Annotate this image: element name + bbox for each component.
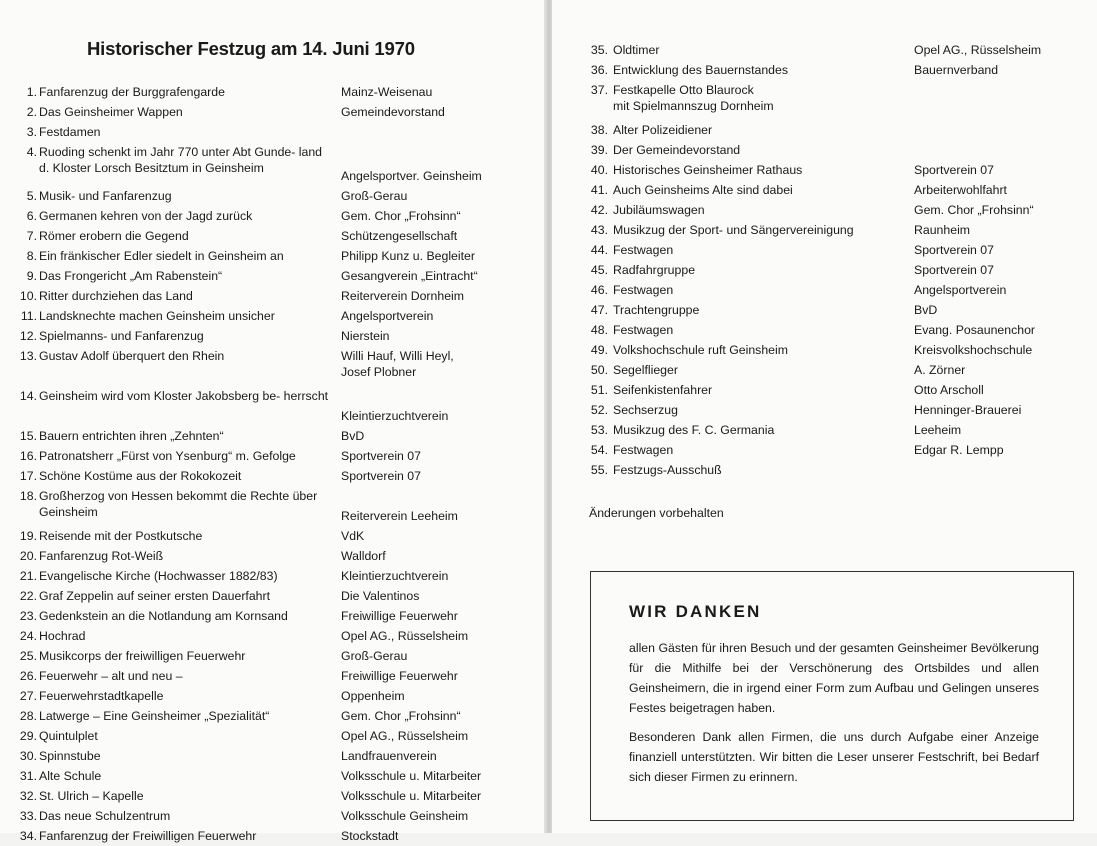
item-group: Reiterverein Leeheim — [341, 509, 458, 523]
item-group: A. Zörner — [914, 363, 966, 377]
item-number: 4. — [26, 145, 37, 159]
item-description: Großherzog von Hessen bekommt die Rechte über Geinsheim — [39, 489, 318, 519]
list-item — [552, 360, 1097, 380]
thanks-paragraph-firms: Besonderen Dank allen Firmen, die uns durch Aufgabe einer Anzeige finanziell unterstützten. Wir bitten die Leser unserer Festschrift, bei Bedarf sich dieser Firmen zu erinnern. — [629, 730, 1039, 784]
list-item — [552, 80, 1097, 120]
item-description: Feuerwehr – alt und neu – — [39, 669, 183, 683]
list-item — [0, 486, 548, 526]
item-number: 53. — [590, 423, 608, 437]
list-item — [552, 240, 1097, 260]
item-description: Geinsheim wird vom Kloster Jakobsberg be- herrscht — [39, 389, 329, 403]
item-number: 23. — [19, 609, 37, 623]
item-description: Römer erobern die Gegend — [39, 229, 189, 243]
item-number: 31. — [19, 769, 37, 783]
list-item — [552, 380, 1097, 400]
item-group: Sportverein 07 — [341, 449, 421, 463]
item-group: Mainz-Weisenau — [341, 85, 433, 99]
item-description: Germanen kehren von der Jagd zurück — [39, 209, 253, 223]
procession-list-left — [0, 82, 548, 846]
item-group: Groß-Gerau — [341, 649, 408, 663]
item-number: 32. — [19, 789, 37, 803]
thanks-paragraph-guests: allen Gästen für ihren Besuch und der gesamten Geinsheimer Bevölkerung für die Mithilfe bei der Verschönerung des Ortsbildes und allen Geinsheimern, die in irgend einer Form zum Aufbau und Gelingen unseres Festes beigetragen haben. — [629, 641, 1039, 715]
list-item — [0, 526, 548, 546]
item-group: Arbeiterwohlfahrt — [914, 183, 1007, 197]
item-number: 19. — [19, 529, 37, 543]
item-group: Nierstein — [341, 329, 390, 343]
item-description: Radfahrgruppe — [613, 263, 696, 277]
item-number: 5. — [26, 189, 37, 203]
item-number: 20. — [19, 549, 37, 563]
list-item — [0, 546, 548, 566]
item-group: BvD — [914, 303, 938, 317]
item-group: Bauernverband — [914, 63, 999, 77]
list-item — [0, 122, 548, 142]
item-number: 35. — [590, 43, 608, 57]
list-item — [0, 186, 548, 206]
item-number: 43. — [590, 223, 608, 237]
item-group: Volksschule u. Mitarbeiter — [341, 769, 482, 783]
item-number: 48. — [590, 323, 608, 337]
item-group: VdK — [341, 529, 365, 543]
list-item — [552, 160, 1097, 180]
item-number: 51. — [590, 383, 608, 397]
item-group: Opel AG., Rüsselsheim — [914, 43, 1042, 57]
list-item — [552, 320, 1097, 340]
item-group: Sportverein 07 — [914, 243, 994, 257]
item-description: Oldtimer — [613, 43, 660, 57]
item-number: 37. — [590, 83, 608, 97]
item-description: Hochrad — [39, 629, 86, 643]
right-page — [552, 0, 1097, 833]
list-item — [552, 340, 1097, 360]
item-group: Angelsportver. Geinsheim — [341, 169, 482, 183]
list-item — [552, 140, 1097, 160]
item-number: 45. — [590, 263, 608, 277]
item-group: Gesangverein „Eintracht“ — [341, 269, 478, 283]
list-item — [0, 666, 548, 686]
item-number: 38. — [590, 123, 608, 137]
item-description: Der Gemeindevorstand — [613, 143, 741, 157]
item-group: Walldorf — [341, 549, 386, 563]
item-number: 1. — [26, 85, 37, 99]
list-item — [0, 102, 548, 122]
item-group: Sportverein 07 — [914, 163, 994, 177]
changes-note: Änderungen vorbehalten — [589, 506, 724, 520]
list-item — [0, 806, 548, 826]
item-description: Festdamen — [39, 125, 101, 139]
item-description: Landsknechte machen Geinsheim unsicher — [39, 309, 275, 323]
item-description: Latwerge – Eine Geinsheimer „Spezialität“ — [39, 709, 270, 723]
item-number: 3. — [26, 125, 37, 139]
thanks-title: WIR DANKEN — [629, 602, 762, 621]
item-description: Musikzug der Sport- und Sängervereinigung — [613, 223, 854, 237]
list-item — [552, 280, 1097, 300]
item-group: Reiterverein Dornheim — [341, 289, 465, 303]
item-description: Reisende mit der Postkutsche — [39, 529, 203, 543]
item-number: 14. — [19, 389, 37, 403]
list-item — [552, 260, 1097, 280]
item-number: 24. — [19, 629, 37, 643]
item-group: Kreisvolkshochschule — [914, 343, 1033, 357]
list-item — [552, 200, 1097, 220]
item-description: Entwicklung des Bauernstandes — [613, 63, 788, 77]
list-item — [552, 120, 1097, 140]
item-number: 39. — [590, 143, 608, 157]
item-group: Sportverein 07 — [341, 469, 421, 483]
item-description: Jubiläumswagen — [613, 203, 705, 217]
item-group: Gem. Chor „Frohsinn“ — [914, 203, 1034, 217]
item-description: Spielmanns- und Fanfarenzug — [39, 329, 204, 343]
item-number: 13. — [19, 349, 37, 363]
item-number: 26. — [19, 669, 37, 683]
list-item — [0, 726, 548, 746]
list-item — [0, 826, 548, 846]
item-group: Freiwillige Feuerwehr — [341, 669, 458, 683]
item-group: Gem. Chor „Frohsinn“ — [341, 209, 461, 223]
item-group: Freiwillige Feuerwehr — [341, 609, 458, 623]
item-description: Fanfarenzug Rot-Weiß — [39, 549, 164, 563]
item-description: Ein fränkischer Edler siedelt in Geinsheim an — [39, 249, 284, 263]
item-group: Groß-Gerau — [341, 189, 408, 203]
item-description: Ruoding schenkt im Jahr 770 unter Abt Gunde- land d. Kloster Lorsch Besitztum in Geinsheim — [39, 145, 323, 175]
item-description: Musikcorps der freiwilligen Feuerwehr — [39, 649, 246, 663]
item-description: Festwagen — [613, 283, 674, 297]
item-description: Graf Zeppelin auf seiner ersten Dauerfahrt — [39, 589, 271, 603]
item-group: Henninger-Brauerei — [914, 403, 1022, 417]
item-number: 49. — [590, 343, 608, 357]
list-item — [0, 266, 548, 286]
item-description: Gustav Adolf überquert den Rhein — [39, 349, 225, 363]
list-item — [0, 686, 548, 706]
list-item — [0, 246, 548, 266]
list-item — [0, 606, 548, 626]
item-number: 42. — [590, 203, 608, 217]
list-item — [0, 466, 548, 486]
left-page — [0, 0, 548, 843]
item-group: Kleintierzuchtverein — [341, 569, 449, 583]
item-description: Evangelische Kirche (Hochwasser 1882/83) — [39, 569, 278, 583]
list-item — [0, 746, 548, 766]
item-description: Fanfarenzug der Burggrafengarde — [39, 85, 225, 99]
item-number: 30. — [19, 749, 37, 763]
item-number: 33. — [19, 809, 37, 823]
list-item — [0, 226, 548, 246]
item-group: Volksschule Geinsheim — [341, 809, 469, 823]
item-number: 9. — [26, 269, 37, 283]
item-description: Alte Schule — [39, 769, 102, 783]
list-item — [0, 646, 548, 666]
list-item — [0, 142, 548, 186]
item-description: Spinnstube — [39, 749, 101, 763]
item-description: Auch Geinsheims Alte sind dabei — [613, 183, 793, 197]
item-description: Gedenkstein an die Notlandung am Kornsand — [39, 609, 288, 623]
item-group: Die Valentinos — [341, 589, 420, 603]
item-description: Feuerwehrstadtkapelle — [39, 689, 164, 703]
item-description: Musik- und Fanfarenzug — [39, 189, 172, 203]
item-number: 22. — [19, 589, 37, 603]
item-description: Ritter durchziehen das Land — [39, 289, 193, 303]
item-number: 40. — [590, 163, 608, 177]
item-number: 12. — [19, 329, 37, 343]
item-description: Das Frongericht „Am Rabenstein“ — [39, 269, 223, 283]
list-item — [0, 566, 548, 586]
item-group: Landfrauenverein — [341, 749, 437, 763]
item-number: 54. — [590, 443, 608, 457]
item-number: 2. — [26, 105, 37, 119]
item-group: Gemeindevorstand — [341, 105, 445, 119]
item-group: Gem. Chor „Frohsinn“ — [341, 709, 461, 723]
list-item — [0, 206, 548, 226]
list-item — [0, 706, 548, 726]
list-item — [0, 82, 548, 102]
item-group: BvD — [341, 429, 365, 443]
item-number: 16. — [19, 449, 37, 463]
item-group: Angelsportverein — [341, 309, 434, 323]
list-item — [552, 40, 1097, 60]
item-description: Trachtengruppe — [613, 303, 700, 317]
item-group: Willi Hauf, Willi Heyl, Josef Plobner — [341, 349, 454, 379]
list-item — [552, 440, 1097, 460]
item-description: Festwagen — [613, 243, 674, 257]
item-group: Opel AG., Rüsselsheim — [341, 729, 469, 743]
item-group: Raunheim — [914, 223, 971, 237]
item-description: Schöne Kostüme aus der Rokokozeit — [39, 469, 242, 483]
item-description: Volkshochschule ruft Geinsheim — [613, 343, 788, 357]
item-description: Quintulplet — [39, 729, 98, 743]
list-item — [0, 426, 548, 446]
list-item — [0, 306, 548, 326]
item-description: Festwagen — [613, 323, 674, 337]
list-item — [0, 286, 548, 306]
item-number: 52. — [590, 403, 608, 417]
item-number: 41. — [590, 183, 608, 197]
item-number: 55. — [590, 463, 608, 477]
list-item — [0, 386, 548, 426]
item-description: Sechserzug — [613, 403, 678, 417]
page-title: Historischer Festzug am 14. Juni 1970 — [87, 38, 415, 59]
list-item — [0, 586, 548, 606]
list-item — [552, 180, 1097, 200]
item-group: Evang. Posaunenchor — [914, 323, 1036, 337]
item-description: Festzugs-Ausschuß — [613, 463, 722, 477]
item-number: 46. — [590, 283, 608, 297]
item-description: Patronatsherr „Fürst von Ysenburg“ m. Gefolge — [39, 449, 296, 463]
item-description: Seifenkistenfahrer — [613, 383, 713, 397]
item-description: Bauern entrichten ihren „Zehnten“ — [39, 429, 224, 443]
item-description: Fanfarenzug der Freiwilligen Feuerwehr — [39, 829, 257, 843]
item-description: St. Ulrich – Kapelle — [39, 789, 144, 803]
list-item — [552, 300, 1097, 320]
item-description: Das Geinsheimer Wappen — [39, 105, 183, 119]
item-number: 11. — [20, 309, 37, 323]
item-description: Segelflieger — [613, 363, 678, 377]
procession-list-right — [552, 40, 1097, 480]
item-description: Historisches Geinsheimer Rathaus — [613, 163, 803, 177]
item-number: 36. — [590, 63, 608, 77]
item-group: Kleintierzuchtverein — [341, 409, 449, 423]
item-group: Oppenheim — [341, 689, 405, 703]
list-item — [0, 346, 548, 386]
list-item — [0, 326, 548, 346]
item-number: 50. — [590, 363, 608, 377]
list-item — [0, 446, 548, 466]
item-description: Musikzug des F. C. Germania — [613, 423, 775, 437]
item-number: 17. — [19, 469, 37, 483]
item-group: Angelsportverein — [914, 283, 1007, 297]
item-group: Otto Arscholl — [914, 383, 984, 397]
item-number: 18. — [19, 489, 37, 503]
item-number: 47. — [590, 303, 608, 317]
item-group: Opel AG., Rüsselsheim — [341, 629, 469, 643]
item-number: 10. — [19, 289, 37, 303]
list-item — [552, 420, 1097, 440]
list-item — [0, 626, 548, 646]
thanks-box — [590, 571, 1074, 821]
item-number: 6. — [26, 209, 37, 223]
item-number: 21. — [19, 569, 37, 583]
item-number: 44. — [590, 243, 608, 257]
item-description: Alter Polizeidiener — [613, 123, 713, 137]
item-number: 25. — [19, 649, 37, 663]
item-group: Volksschule u. Mitarbeiter — [341, 789, 482, 803]
list-item — [0, 786, 548, 806]
item-group: Schützengesellschaft — [341, 229, 458, 243]
item-description: Festkapelle Otto Blaurock mit Spielmannszug Dornheim — [613, 83, 774, 113]
item-group: Stockstadt — [341, 829, 399, 843]
list-item — [552, 460, 1097, 480]
item-number: 15. — [19, 429, 37, 443]
list-item — [0, 766, 548, 786]
item-description: Das neue Schulzentrum — [39, 809, 171, 823]
item-number: 29. — [19, 729, 37, 743]
item-number: 27. — [19, 689, 37, 703]
list-item — [552, 220, 1097, 240]
item-description: Festwagen — [613, 443, 674, 457]
item-group: Sportverein 07 — [914, 263, 994, 277]
list-item — [552, 60, 1097, 80]
list-item — [552, 400, 1097, 420]
item-group: Edgar R. Lempp — [914, 443, 1004, 457]
item-number: 28. — [19, 709, 37, 723]
item-group: Leeheim — [914, 423, 962, 437]
item-group: Philipp Kunz u. Begleiter — [341, 249, 475, 263]
item-number: 8. — [26, 249, 37, 263]
item-number: 34. — [19, 829, 37, 843]
item-number: 7. — [26, 229, 37, 243]
